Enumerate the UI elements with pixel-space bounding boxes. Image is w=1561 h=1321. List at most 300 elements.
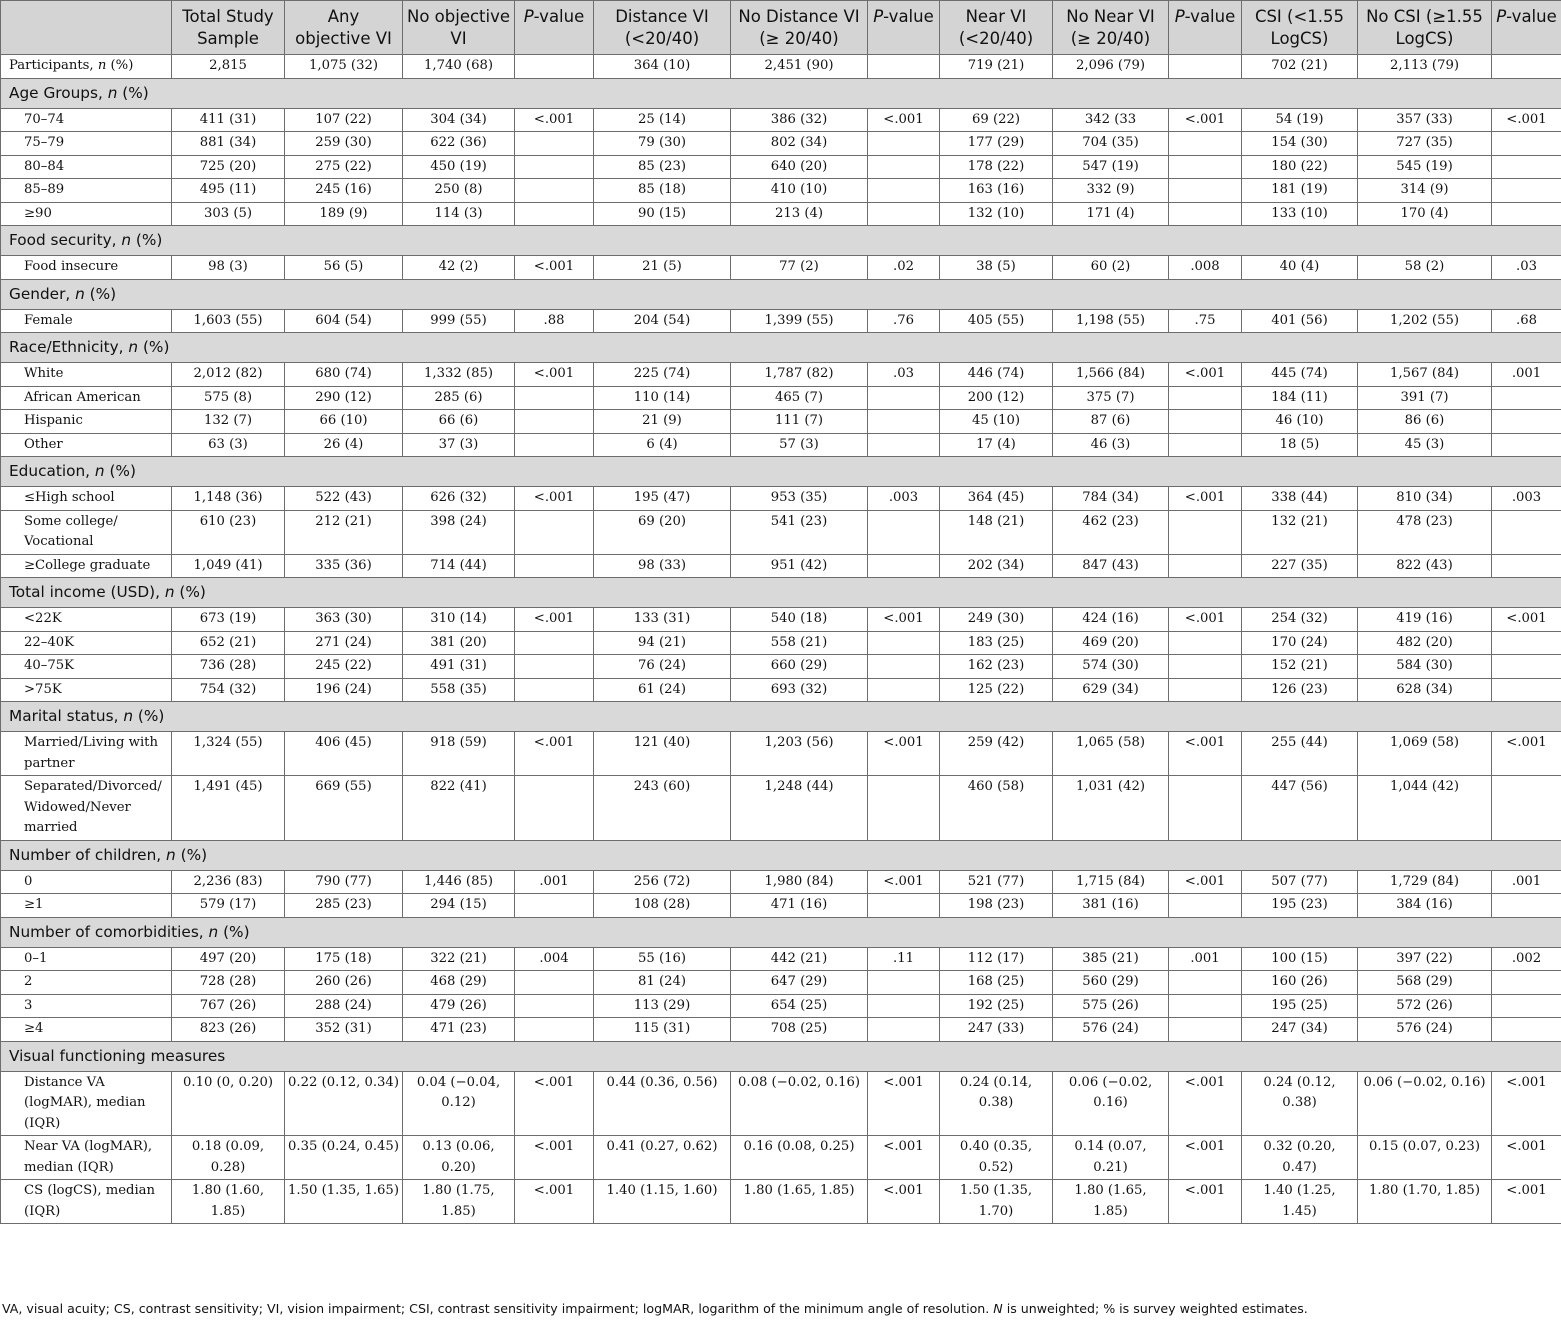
table-row [1, 971, 1561, 995]
table-cell: 121 (40) [594, 732, 731, 776]
table-cell: 181 (19) [1242, 179, 1358, 203]
table-cell [1492, 202, 1561, 226]
table-cell: 719 (21) [940, 55, 1053, 79]
table-cell [515, 994, 594, 1018]
table-row [1, 510, 1561, 554]
table-cell: <.001 [1492, 1071, 1561, 1136]
table-cell: 790 (77) [285, 870, 403, 894]
section-label: Education, n (%) [1, 457, 1561, 487]
table-cell: 728 (28) [172, 971, 285, 995]
table-cell: 584 (30) [1358, 655, 1492, 679]
table-cell: 1,248 (44) [731, 776, 868, 841]
table-cell: 1.80 (1.70, 1.85) [1358, 1180, 1492, 1224]
table-cell: 132 (7) [172, 410, 285, 434]
table-cell: 76 (24) [594, 655, 731, 679]
table-cell: 275 (22) [285, 155, 403, 179]
table-cell: <.001 [868, 1180, 940, 1224]
table-cell [868, 55, 940, 79]
table-cell: 823 (26) [172, 1018, 285, 1042]
table-cell: .001 [1492, 870, 1561, 894]
table-cell: 364 (45) [940, 487, 1053, 511]
table-cell [868, 202, 940, 226]
table-row [1, 678, 1561, 702]
table-cell: 160 (26) [1242, 971, 1358, 995]
table-cell: 183 (25) [940, 631, 1053, 655]
table-cell [1492, 433, 1561, 457]
table-cell: 303 (5) [172, 202, 285, 226]
table-row [1, 179, 1561, 203]
table-cell: 260 (26) [285, 971, 403, 995]
section-label: Visual functioning measures [1, 1041, 1561, 1071]
table-cell: <.001 [515, 608, 594, 632]
table-cell [1169, 132, 1242, 156]
table-cell: 85 (18) [594, 179, 731, 203]
table-cell: 227 (35) [1242, 554, 1358, 578]
table-cell: .002 [1492, 947, 1561, 971]
table-cell: 521 (77) [940, 870, 1053, 894]
table-cell: 647 (29) [731, 971, 868, 995]
table-cell: 40 (4) [1242, 256, 1358, 280]
row-label: Married/Living with partner [1, 732, 172, 776]
table-cell: 107 (22) [285, 108, 403, 132]
table-row [1, 386, 1561, 410]
table-cell: 196 (24) [285, 678, 403, 702]
row-label: Some college/ Vocational [1, 510, 172, 554]
section-row [1, 578, 1561, 608]
table-cell: 1.80 (1.60, 1.85) [172, 1180, 285, 1224]
table-cell [1492, 554, 1561, 578]
table-cell: 406 (45) [285, 732, 403, 776]
table-cell: 822 (41) [403, 776, 515, 841]
row-label: Near VA (logMAR), median (IQR) [1, 1136, 172, 1180]
row-label: 2 [1, 971, 172, 995]
table-row [1, 410, 1561, 434]
table-cell: 0.10 (0, 0.20) [172, 1071, 285, 1136]
table-cell: 725 (20) [172, 155, 285, 179]
table-row [1, 870, 1561, 894]
table-cell: 192 (25) [940, 994, 1053, 1018]
table-cell: 640 (20) [731, 155, 868, 179]
table-cell [1169, 179, 1242, 203]
table-cell: 0.18 (0.09, 0.28) [172, 1136, 285, 1180]
table-cell: 660 (29) [731, 655, 868, 679]
table-cell: <.001 [1492, 108, 1561, 132]
table-row [1, 155, 1561, 179]
table-row [1, 1018, 1561, 1042]
table-cell: 198 (23) [940, 894, 1053, 918]
table-cell: <.001 [1492, 1136, 1561, 1180]
table-body [1, 55, 1561, 1224]
table-cell: <.001 [868, 732, 940, 776]
table-cell: <.001 [1492, 608, 1561, 632]
section-label: Food security, n (%) [1, 226, 1561, 256]
table-cell: 558 (21) [731, 631, 868, 655]
section-label: Gender, n (%) [1, 279, 1561, 309]
table-cell: 626 (32) [403, 487, 515, 511]
table-cell: 294 (15) [403, 894, 515, 918]
header-cell: P-value [1169, 1, 1242, 55]
table-cell: 1,075 (32) [285, 55, 403, 79]
table-cell: 401 (56) [1242, 309, 1358, 333]
table-cell: 385 (21) [1053, 947, 1169, 971]
table-cell: 2,113 (79) [1358, 55, 1492, 79]
row-label: <22K [1, 608, 172, 632]
table-cell: 397 (22) [1358, 947, 1492, 971]
table-cell: 259 (30) [285, 132, 403, 156]
table-cell: <.001 [515, 732, 594, 776]
table-cell: 574 (30) [1053, 655, 1169, 679]
table-cell: 465 (7) [731, 386, 868, 410]
table-cell: <.001 [1169, 1071, 1242, 1136]
table-cell: 25 (14) [594, 108, 731, 132]
table-cell: 21 (9) [594, 410, 731, 434]
table-cell: 184 (11) [1242, 386, 1358, 410]
table-cell: 822 (43) [1358, 554, 1492, 578]
table-cell: 628 (34) [1358, 678, 1492, 702]
table-row [1, 732, 1561, 776]
table-cell: 604 (54) [285, 309, 403, 333]
table-row [1, 1071, 1561, 1136]
row-label: 40–75K [1, 655, 172, 679]
table-cell: 0.14 (0.07, 0.21) [1053, 1136, 1169, 1180]
row-label: ≥College graduate [1, 554, 172, 578]
table-cell [515, 678, 594, 702]
table-cell [1169, 410, 1242, 434]
table-row [1, 1180, 1561, 1224]
table-cell [1169, 386, 1242, 410]
table-cell: .003 [1492, 487, 1561, 511]
table-cell [515, 55, 594, 79]
table-cell [868, 1018, 940, 1042]
table-cell [515, 1018, 594, 1042]
table-cell: 495 (11) [172, 179, 285, 203]
table-cell: 622 (36) [403, 132, 515, 156]
table-row [1, 487, 1561, 511]
table-cell: 0.32 (0.20, 0.47) [1242, 1136, 1358, 1180]
table-cell [868, 655, 940, 679]
table-cell: 1,603 (55) [172, 309, 285, 333]
table-row [1, 433, 1561, 457]
row-label: 70–74 [1, 108, 172, 132]
table-cell [1492, 55, 1561, 79]
table-cell: 133 (31) [594, 608, 731, 632]
header-cell: P-value [515, 1, 594, 55]
table-cell: 189 (9) [285, 202, 403, 226]
table-cell: 0.44 (0.36, 0.56) [594, 1071, 731, 1136]
table-cell: 1,069 (58) [1358, 732, 1492, 776]
table-cell: 1,031 (42) [1053, 776, 1169, 841]
table-row [1, 309, 1561, 333]
table-cell [1492, 971, 1561, 995]
table-cell: 680 (74) [285, 363, 403, 387]
header-cell: No Near VI (≥ 20/40) [1053, 1, 1169, 55]
table-cell: 195 (47) [594, 487, 731, 511]
row-label: 0 [1, 870, 172, 894]
table-row [1, 608, 1561, 632]
table-cell: 727 (35) [1358, 132, 1492, 156]
table-cell [515, 179, 594, 203]
table-cell [1169, 678, 1242, 702]
section-row [1, 840, 1561, 870]
table-cell: 1.50 (1.35, 1.70) [940, 1180, 1053, 1224]
table-cell [1169, 655, 1242, 679]
table-cell: 200 (12) [940, 386, 1053, 410]
table-cell: 541 (23) [731, 510, 868, 554]
table-cell [1169, 433, 1242, 457]
table-row [1, 894, 1561, 918]
header-cell: P-value [1492, 1, 1561, 55]
table-cell: 545 (19) [1358, 155, 1492, 179]
row-label: White [1, 363, 172, 387]
table-cell: 58 (2) [1358, 256, 1492, 280]
table-cell: <.001 [515, 108, 594, 132]
table-cell: 391 (7) [1358, 386, 1492, 410]
table-cell: <.001 [868, 608, 940, 632]
table-cell: 46 (10) [1242, 410, 1358, 434]
table-cell: 1,980 (84) [731, 870, 868, 894]
table-cell [868, 410, 940, 434]
table-cell: <.001 [515, 1136, 594, 1180]
table-cell: 0.35 (0.24, 0.45) [285, 1136, 403, 1180]
table-cell [1492, 678, 1561, 702]
table-cell: 1,065 (58) [1053, 732, 1169, 776]
table-cell: 364 (10) [594, 55, 731, 79]
table-cell: 560 (29) [1053, 971, 1169, 995]
table-cell: 702 (21) [1242, 55, 1358, 79]
table-cell: 332 (9) [1053, 179, 1169, 203]
table-cell: 154 (30) [1242, 132, 1358, 156]
table-cell: 90 (15) [594, 202, 731, 226]
row-label: 22–40K [1, 631, 172, 655]
table-cell [1492, 155, 1561, 179]
table-cell: <.001 [868, 1071, 940, 1136]
table-cell: <.001 [515, 1071, 594, 1136]
table-cell [1169, 202, 1242, 226]
table-cell: 250 (8) [403, 179, 515, 203]
table-cell: 54 (19) [1242, 108, 1358, 132]
table-cell: 442 (21) [731, 947, 868, 971]
row-label: 0–1 [1, 947, 172, 971]
table-cell: 0.08 (−0.02, 0.16) [731, 1071, 868, 1136]
table-cell: 424 (16) [1053, 608, 1169, 632]
table-cell: 468 (29) [403, 971, 515, 995]
table-cell: <.001 [868, 108, 940, 132]
table-cell [1169, 994, 1242, 1018]
table-cell: .008 [1169, 256, 1242, 280]
table-cell: 381 (16) [1053, 894, 1169, 918]
row-label: ≥4 [1, 1018, 172, 1042]
table-cell: 255 (44) [1242, 732, 1358, 776]
header-cell: P-value [868, 1, 940, 55]
table-row [1, 256, 1561, 280]
table-cell: 85 (23) [594, 155, 731, 179]
table-cell: 405 (55) [940, 309, 1053, 333]
table-cell: 482 (20) [1358, 631, 1492, 655]
header-cell-blank [1, 1, 172, 55]
table-cell: 999 (55) [403, 309, 515, 333]
table-cell: <.001 [1169, 1136, 1242, 1180]
table-cell: 310 (14) [403, 608, 515, 632]
table-row [1, 55, 1561, 79]
table-cell: 398 (24) [403, 510, 515, 554]
table-cell: 98 (3) [172, 256, 285, 280]
section-label: Marital status, n (%) [1, 702, 1561, 732]
table-cell: .88 [515, 309, 594, 333]
table-cell: <.001 [515, 363, 594, 387]
table-cell: 1,567 (84) [1358, 363, 1492, 387]
table-row [1, 631, 1561, 655]
header-cell: Any objective VI [285, 1, 403, 55]
table-cell: 469 (20) [1053, 631, 1169, 655]
table-cell: 195 (23) [1242, 894, 1358, 918]
table-cell: 0.24 (0.12, 0.38) [1242, 1071, 1358, 1136]
table-cell: 133 (10) [1242, 202, 1358, 226]
table-cell: 132 (21) [1242, 510, 1358, 554]
section-row [1, 279, 1561, 309]
table-cell: 148 (21) [940, 510, 1053, 554]
table-cell: 0.16 (0.08, 0.25) [731, 1136, 868, 1180]
table-cell: 259 (42) [940, 732, 1053, 776]
row-label: Female [1, 309, 172, 333]
table-cell: .03 [1492, 256, 1561, 280]
table-cell: 445 (74) [1242, 363, 1358, 387]
table-cell: 460 (58) [940, 776, 1053, 841]
table-cell: 170 (24) [1242, 631, 1358, 655]
table-cell: 342 (33 [1053, 108, 1169, 132]
section-label: Number of children, n (%) [1, 840, 1561, 870]
table-cell: 629 (34) [1053, 678, 1169, 702]
section-label: Total income (USD), n (%) [1, 578, 1561, 608]
table-cell: .001 [1492, 363, 1561, 387]
table-cell: 1,332 (85) [403, 363, 515, 387]
table-row [1, 1136, 1561, 1180]
table-cell: 6 (4) [594, 433, 731, 457]
table-cell: 288 (24) [285, 994, 403, 1018]
table-cell: 271 (24) [285, 631, 403, 655]
table-cell: 338 (44) [1242, 487, 1358, 511]
table-cell: 951 (42) [731, 554, 868, 578]
table-cell: 113 (29) [594, 994, 731, 1018]
table-cell: 558 (35) [403, 678, 515, 702]
table-cell: .02 [868, 256, 940, 280]
table-cell: <.001 [1169, 108, 1242, 132]
table-cell: 572 (26) [1358, 994, 1492, 1018]
table-cell: 1,715 (84) [1053, 870, 1169, 894]
table-cell: 177 (29) [940, 132, 1053, 156]
table-cell [515, 132, 594, 156]
section-label: Number of comorbidities, n (%) [1, 917, 1561, 947]
table-cell [1169, 554, 1242, 578]
table-cell: 115 (31) [594, 1018, 731, 1042]
table-cell [868, 179, 940, 203]
table-cell: 63 (3) [172, 433, 285, 457]
table-cell [868, 132, 940, 156]
table-cell [1169, 1018, 1242, 1042]
table-cell: 314 (9) [1358, 179, 1492, 203]
table-cell [515, 155, 594, 179]
table-row [1, 554, 1561, 578]
table-cell: 86 (6) [1358, 410, 1492, 434]
table-cell: 171 (4) [1053, 202, 1169, 226]
table-cell: 507 (77) [1242, 870, 1358, 894]
table-cell: 652 (21) [172, 631, 285, 655]
table-cell [515, 971, 594, 995]
table-cell: 953 (35) [731, 487, 868, 511]
table-cell [1169, 510, 1242, 554]
table-cell: 1,566 (84) [1053, 363, 1169, 387]
table-cell: 132 (10) [940, 202, 1053, 226]
table-cell: 575 (8) [172, 386, 285, 410]
table-cell: 450 (19) [403, 155, 515, 179]
table-cell: 213 (4) [731, 202, 868, 226]
table-cell: 126 (23) [1242, 678, 1358, 702]
table-cell: 195 (25) [1242, 994, 1358, 1018]
table-cell: 175 (18) [285, 947, 403, 971]
table-cell: 2,815 [172, 55, 285, 79]
table-cell: 693 (32) [731, 678, 868, 702]
table-cell: 375 (7) [1053, 386, 1169, 410]
row-label: ≥90 [1, 202, 172, 226]
table-cell: 1,729 (84) [1358, 870, 1492, 894]
table-row [1, 363, 1561, 387]
table-cell: 547 (19) [1053, 155, 1169, 179]
table-cell: 60 (2) [1053, 256, 1169, 280]
table-cell [1492, 510, 1561, 554]
table-cell [868, 678, 940, 702]
table-cell: 471 (23) [403, 1018, 515, 1042]
row-label: African American [1, 386, 172, 410]
table-cell: 1.80 (1.65, 1.85) [731, 1180, 868, 1224]
table-cell: 0.13 (0.06, 0.20) [403, 1136, 515, 1180]
section-row [1, 917, 1561, 947]
table-cell: 1,491 (45) [172, 776, 285, 841]
table-cell [1492, 894, 1561, 918]
section-row [1, 226, 1561, 256]
table-cell: 736 (28) [172, 655, 285, 679]
table-cell: 2,451 (90) [731, 55, 868, 79]
table-cell: 1,203 (56) [731, 732, 868, 776]
table-row [1, 108, 1561, 132]
row-label: 85–89 [1, 179, 172, 203]
table-cell: 881 (34) [172, 132, 285, 156]
table-cell [868, 631, 940, 655]
table-cell: .004 [515, 947, 594, 971]
table-cell: 1,198 (55) [1053, 309, 1169, 333]
table-cell: 245 (16) [285, 179, 403, 203]
header-cell: No objective VI [403, 1, 515, 55]
table-cell: 410 (10) [731, 179, 868, 203]
table-cell: 1.80 (1.75, 1.85) [403, 1180, 515, 1224]
table-cell: 77 (2) [731, 256, 868, 280]
table-cell: <.001 [868, 1136, 940, 1180]
table-cell: 381 (20) [403, 631, 515, 655]
table-cell: 18 (5) [1242, 433, 1358, 457]
row-label: 80–84 [1, 155, 172, 179]
section-row [1, 333, 1561, 363]
table-cell: 447 (56) [1242, 776, 1358, 841]
table-cell: 81 (24) [594, 971, 731, 995]
table-cell: 243 (60) [594, 776, 731, 841]
header-cell: CSI (<1.55 LogCS) [1242, 1, 1358, 55]
section-row [1, 1041, 1561, 1071]
table-cell: .75 [1169, 309, 1242, 333]
table-cell: 0.22 (0.12, 0.34) [285, 1071, 403, 1136]
table-cell [1492, 631, 1561, 655]
header-cell: No CSI (≥1.55 LogCS) [1358, 1, 1492, 55]
table-cell: 168 (25) [940, 971, 1053, 995]
table-cell: 784 (34) [1053, 487, 1169, 511]
table-cell: 708 (25) [731, 1018, 868, 1042]
